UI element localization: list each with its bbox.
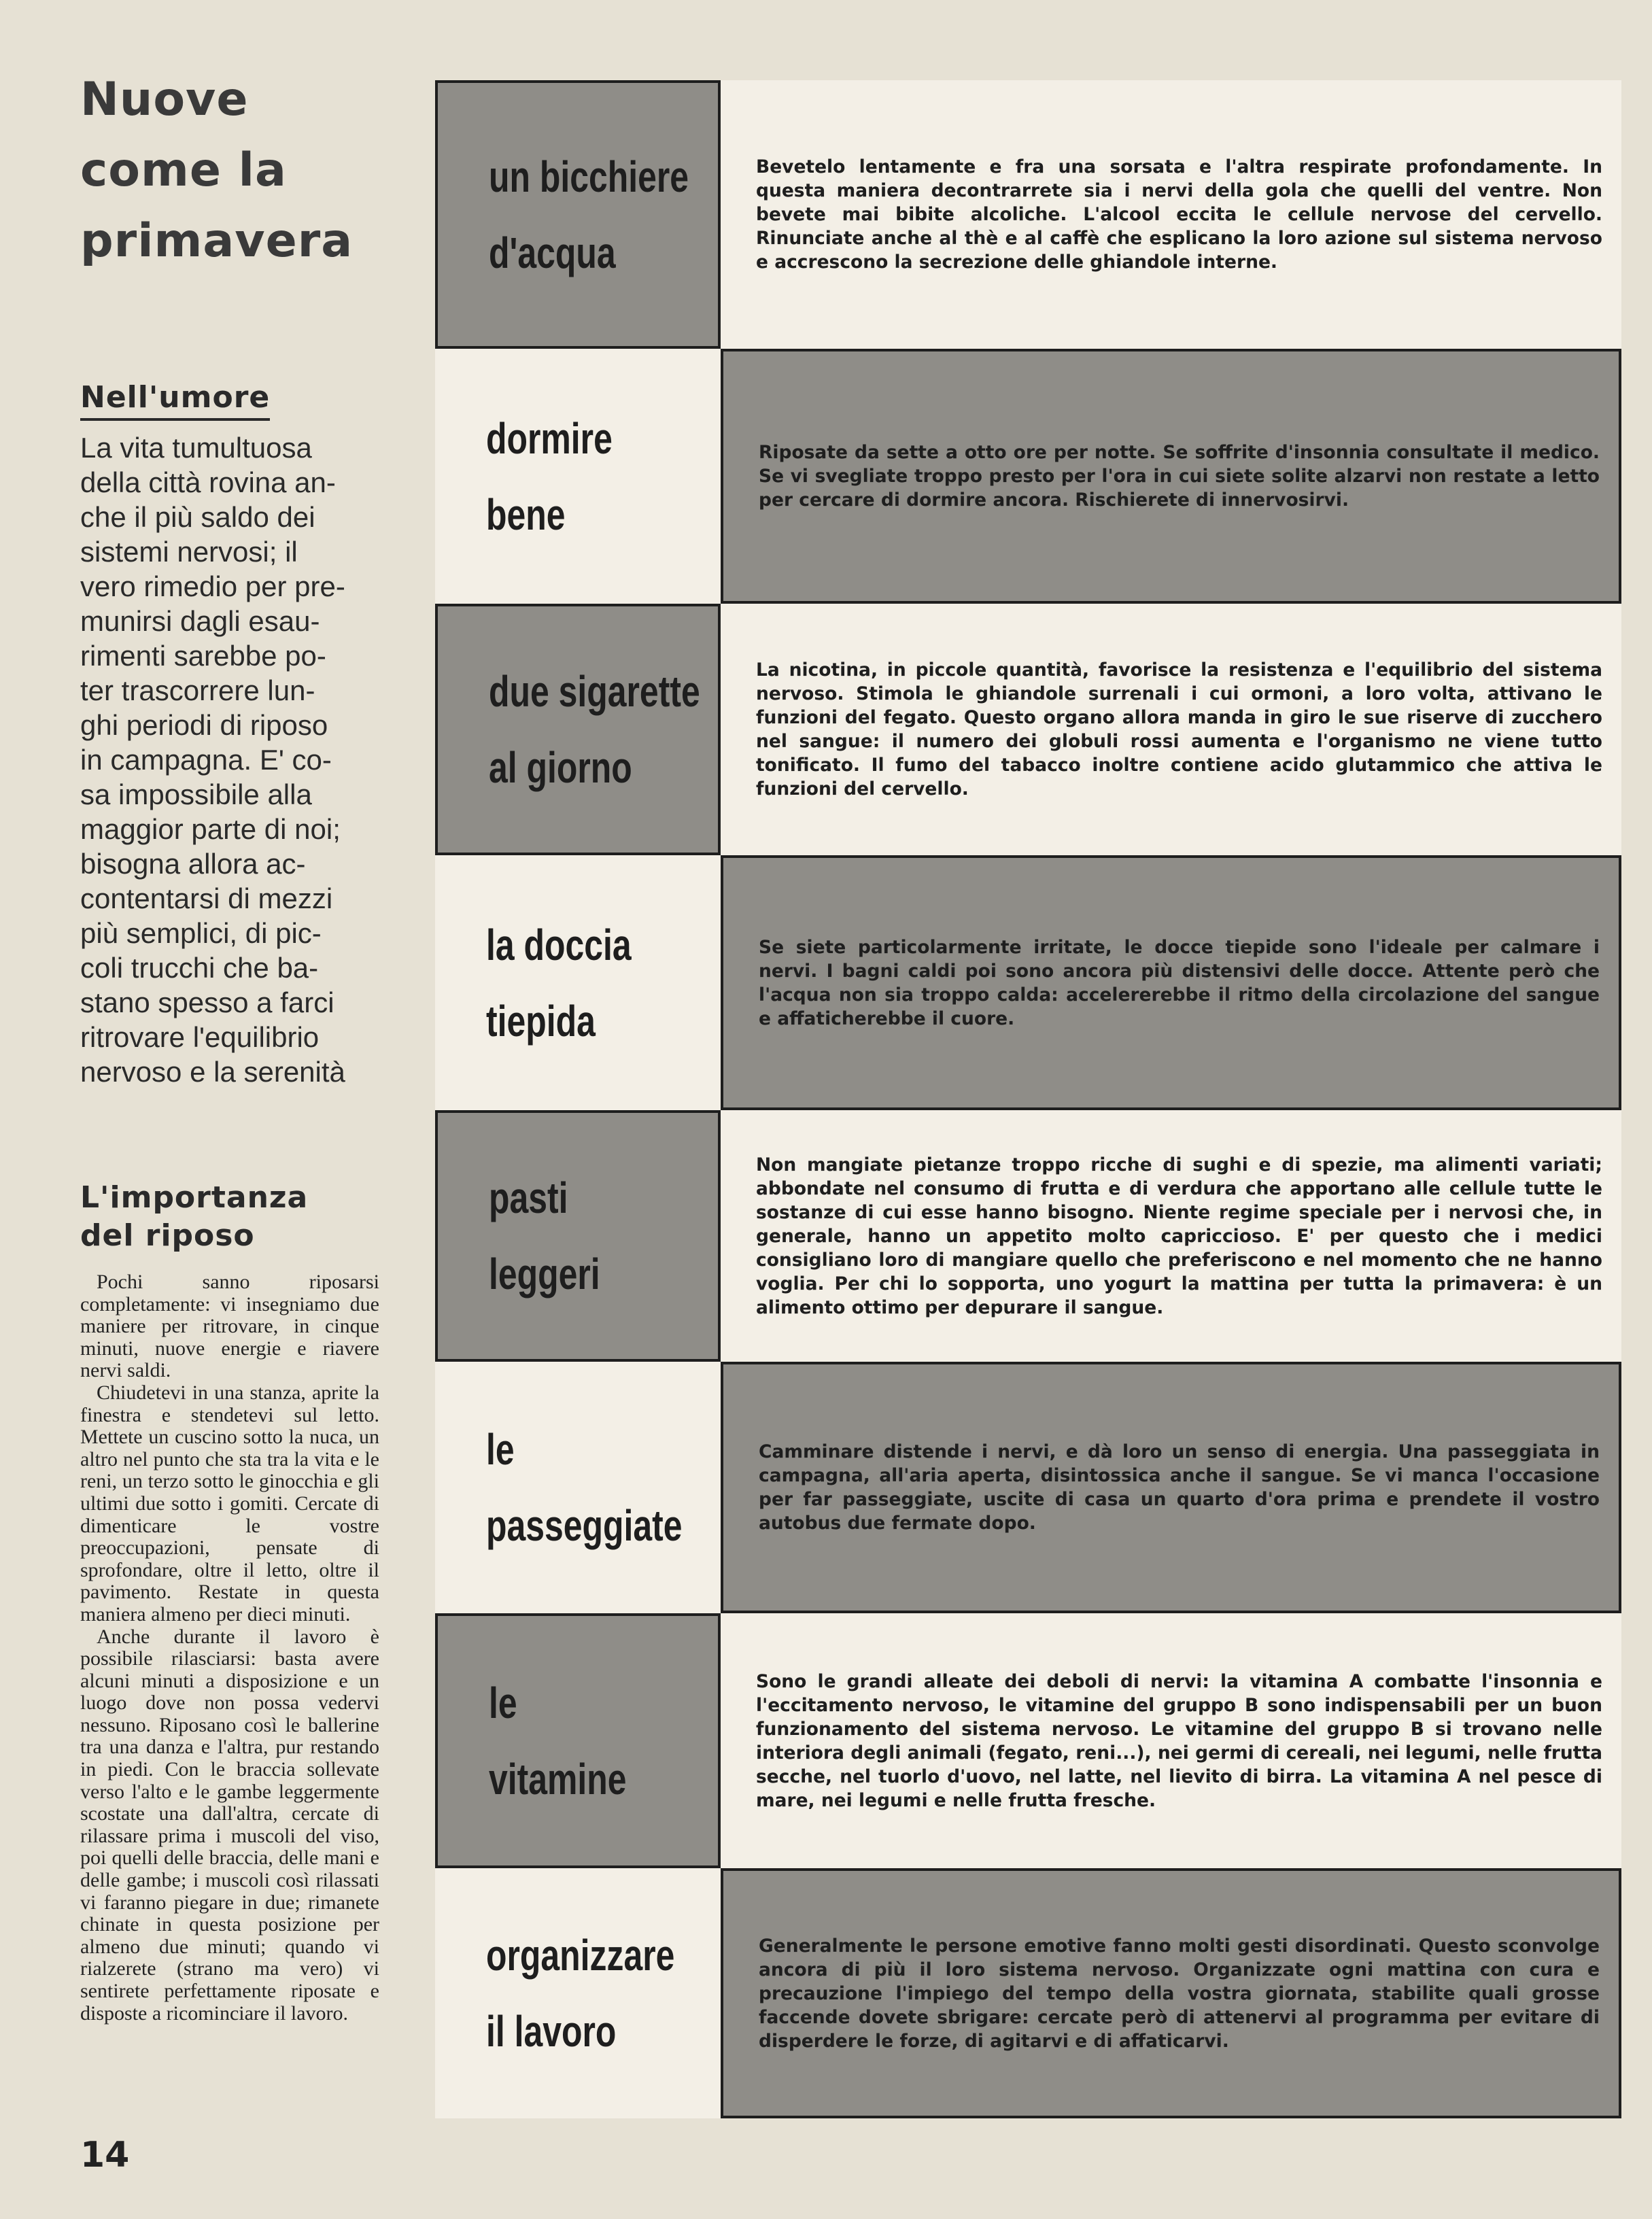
tip-text: Bevetelo lentamente e fra una sorsata e l'altra respirate profondamente. In questa maniera decontrarrete sia i nervi della gola che quelli del ventre. Non bevete mai bibite alcoliche. L'alcool eccita le cellule nervose del cervello. Rinunciate anche al thè e al caffè che esplicano la loro azione sul sistema nervoso e accrescono la secrezione delle ghiandole interne. [756,156,1602,273]
lead-line: contentarsi di mezzi [80,882,333,914]
tip-row [435,604,1621,855]
tip-label [435,80,721,349]
section-heading-riposo [80,1179,379,1255]
lead-line: ter trascorrere lun- [80,674,315,706]
tip-text: Non mangiate pietanze troppo ricche di sughi e di spezie, ma alimenti variati; abbondate nel consumo di frutta e di verdura che apportano alle cellule tutte le sostanze di cui esse hanno bisogno. Niente regime speciale per i nervosi che, in generale, hanno un appetito molto capriccioso. E' per questo che i medici consigliano loro di mangiare quello che preferiscono e nel momento che ne hanno voglia. Per chi lo sopporta, uno yogurt la mattina per tutta la primavera: è un alimento ottimo per depurare il sangue. [756,1154,1602,1318]
tip-row [435,1110,1621,1362]
body-paragraph: Chiudetevi in una stanza, aprite la finestra e stendetevi sul letto. Mettete un cuscino sotto la nuca, un altro nel punto che sta tra la vita e le reni, un terzo sotto le ginocchia e gli ultimi due sotto i gomiti. Cercate di dimenticare le vostre preoccupazioni, pensate di sprofondare, oltre il letto, oltre il pavimento. Restate in questa maniera almeno per dieci minuti. [80,1381,379,1625]
heading-line: L'importanza [80,1180,309,1215]
tip-row [435,1868,1621,2118]
tip-label-line: la doccia [486,920,632,969]
tip-row [435,349,1621,604]
lead-line: ghi periodi di riposo [80,709,328,741]
lead-line: bisogna allora ac- [80,848,306,880]
tip-label-line: vitamine [489,1754,627,1804]
tip-text: Sono le grandi alleate dei deboli di nervi: la vitamina A combatte l'insonnia e l'eccitamento nervoso, le vitamine del gruppo B sono indispensabili per un buon funzionamento del sistema nervoso. Le vitamine del gruppo B si trovano nelle interiora degli animali (fegato, reni...), nei germi di cereali, nei legumi, nelle frutta secche, nel tuorlo d'uovo, nel latte, nel lievito di birra. La vitamina A nel pesce di mare, nei legumi e nelle frutta fresche. [756,1670,1602,1811]
tip-label-line: organizzare [486,1931,675,1980]
lead-line: che il più saldo dei [80,501,315,533]
tip-row [435,1613,1621,1868]
lead-line: della città rovina an- [80,466,336,498]
tip-label-line: due sigarette [489,667,700,716]
lead-line: più semplici, di pic- [80,917,322,949]
page-number: 14 [80,2135,130,2175]
tips-grid [435,80,1621,2118]
left-column [80,65,379,2025]
tip-text-band [721,349,1621,604]
tip-label-line: pasti [489,1173,568,1222]
title-line: Nuove [80,73,249,126]
tip-text-band [721,604,1621,855]
tip-row [435,80,1621,349]
tip-label [435,1110,721,1362]
tip-text: Riposate da sette a otto ore per notte. Se soffrite d'insonnia consultate il medico. Se vi svegliate troppo presto per l'ora in cui siete solite alzarvi non restate a letto per cercare di dormire ancora. Rischierete di innervosirvi. [759,442,1600,511]
tip-text-band [721,1868,1621,2118]
lead-line: sistemi nervosi; il [80,536,298,568]
body-text [80,1271,379,2025]
article-title [80,65,379,277]
tip-label-line: leggeri [489,1250,600,1298]
tip-text: Generalmente le persone emotive fanno molti gesti disordinati. Questo sconvolge ancora di più il loro sistema nervoso. Organizzate ogni mattina con cura e precauzione l'impiego del tempo della vostra giornata, stabilite quali grosse faccende dovete sbrigare: cercate però di attenervi al programma per evitare di disperdere le forze, di agitarvi e di affaticarvi. [759,1935,1600,2052]
lead-line: coli trucchi che ba- [80,952,319,984]
tip-label-line: il lavoro [486,2007,617,2056]
lead-line: ritrovare l'equilibrio [80,1021,320,1053]
lead-line: sa impossibile alla [80,778,312,810]
lead-line: stano spesso a farci [80,986,334,1018]
tip-label [435,1868,721,2118]
tip-label [435,855,721,1110]
lead-line: rimenti sarebbe po- [80,640,326,672]
tip-label-line: al giorno [489,743,632,792]
tip-text: Camminare distende i nervi, e dà loro un senso di energia. Una passeggiata in campagna, all'aria aperta, disintossica anche il sangue. Se vi manca l'occasione per far passeggiate, uscite di casa un quarto d'ora prima e prendete il vostro autobus due fermate dopo. [759,1441,1600,1534]
title-line: primavera [80,214,354,268]
tip-label-line: bene [486,489,566,539]
tip-label-line: un bicchiere [489,152,689,201]
lead-line: vero rimedio per pre- [80,570,345,602]
tip-label-line: passeggiate [486,1501,683,1550]
lead-line: maggior parte di noi; [80,813,341,845]
tip-text: Se siete particolarmente irritate, le docce tiepide sono l'ideale per calmare i nervi. I bagni caldi poi sono ancora più distensivi delle docce. Attente però che l'acqua non sia troppo calda: accelererebbe il ritmo della circolazione del sangue e affaticherebbe il cuore. [759,936,1600,1029]
tip-label [435,604,721,855]
title-line: come la [80,143,287,197]
body-paragraph: Anche durante il lavoro è possibile rilasciarsi: basta avere alcuni minuti a disposizione e un luogo dove non possa vedervi nessuno. Riposano così le ballerine tra una danza e l'altra, pur restando in piedi. Con le braccia sollevate verso l'alto e le gambe leggermente scostate una dall'altra, cercate di rilassare prima i muscoli del viso, poi quelli delle braccia, delle mani e delle gambe; i muscoli così rilassati vi faranno piegare in due; rimanete chinate in questa posizione per almeno due minuti; quando vi rialzerete (strano ma vero) vi sentirete perfettamente riposate e disposte a ricominciare il lavoro. [80,1625,379,2025]
lead-paragraph [80,430,379,1089]
tip-label-line: le [486,1425,515,1474]
tip-text: La nicotina, in piccole quantità, favorisce la resistenza e l'equilibrio del sistema nervoso. Stimola le ghiandole surrenali i cui ormoni, a loro volta, attivano le funzioni del fegato. Questo organo allora manda in giro le sue riserve di zucchero nel sangue: il numero dei globuli rossi aumenta e l'organismo ne viene tutto tonificato. Il fumo del tabacco inoltre contiene acido glutammico che attiva le funzioni del cervello. [756,659,1602,799]
tip-label-line: tiepida [486,996,596,1046]
tip-label-line: dormire [486,413,613,463]
tip-row [435,855,1621,1110]
tip-text-band [721,1362,1621,1613]
heading-line: del riposo [80,1218,255,1253]
tip-label-line: le [489,1678,517,1727]
body-paragraph: Pochi sanno riposarsi completamente: vi insegniamo due maniere per ritrovare, in cinque minuti, nuove energie e riavere nervi saldi. [80,1271,379,1382]
lead-line: La vita tumultuosa [80,432,312,464]
tip-text-band [721,855,1621,1110]
tip-row [435,1362,1621,1613]
tip-label [435,1613,721,1868]
lead-line: munirsi dagli esau- [80,605,320,637]
tip-text-band [721,80,1621,349]
lead-line: in campagna. E' co- [80,744,332,776]
tip-label [435,349,721,604]
section-heading-umore: Nell'umore [80,379,270,421]
lead-line: nervoso e la serenità [80,1056,345,1088]
tip-text-band [721,1110,1621,1362]
tip-label-line: d'acqua [489,228,616,277]
tip-label [435,1362,721,1613]
tip-text-band [721,1613,1621,1868]
